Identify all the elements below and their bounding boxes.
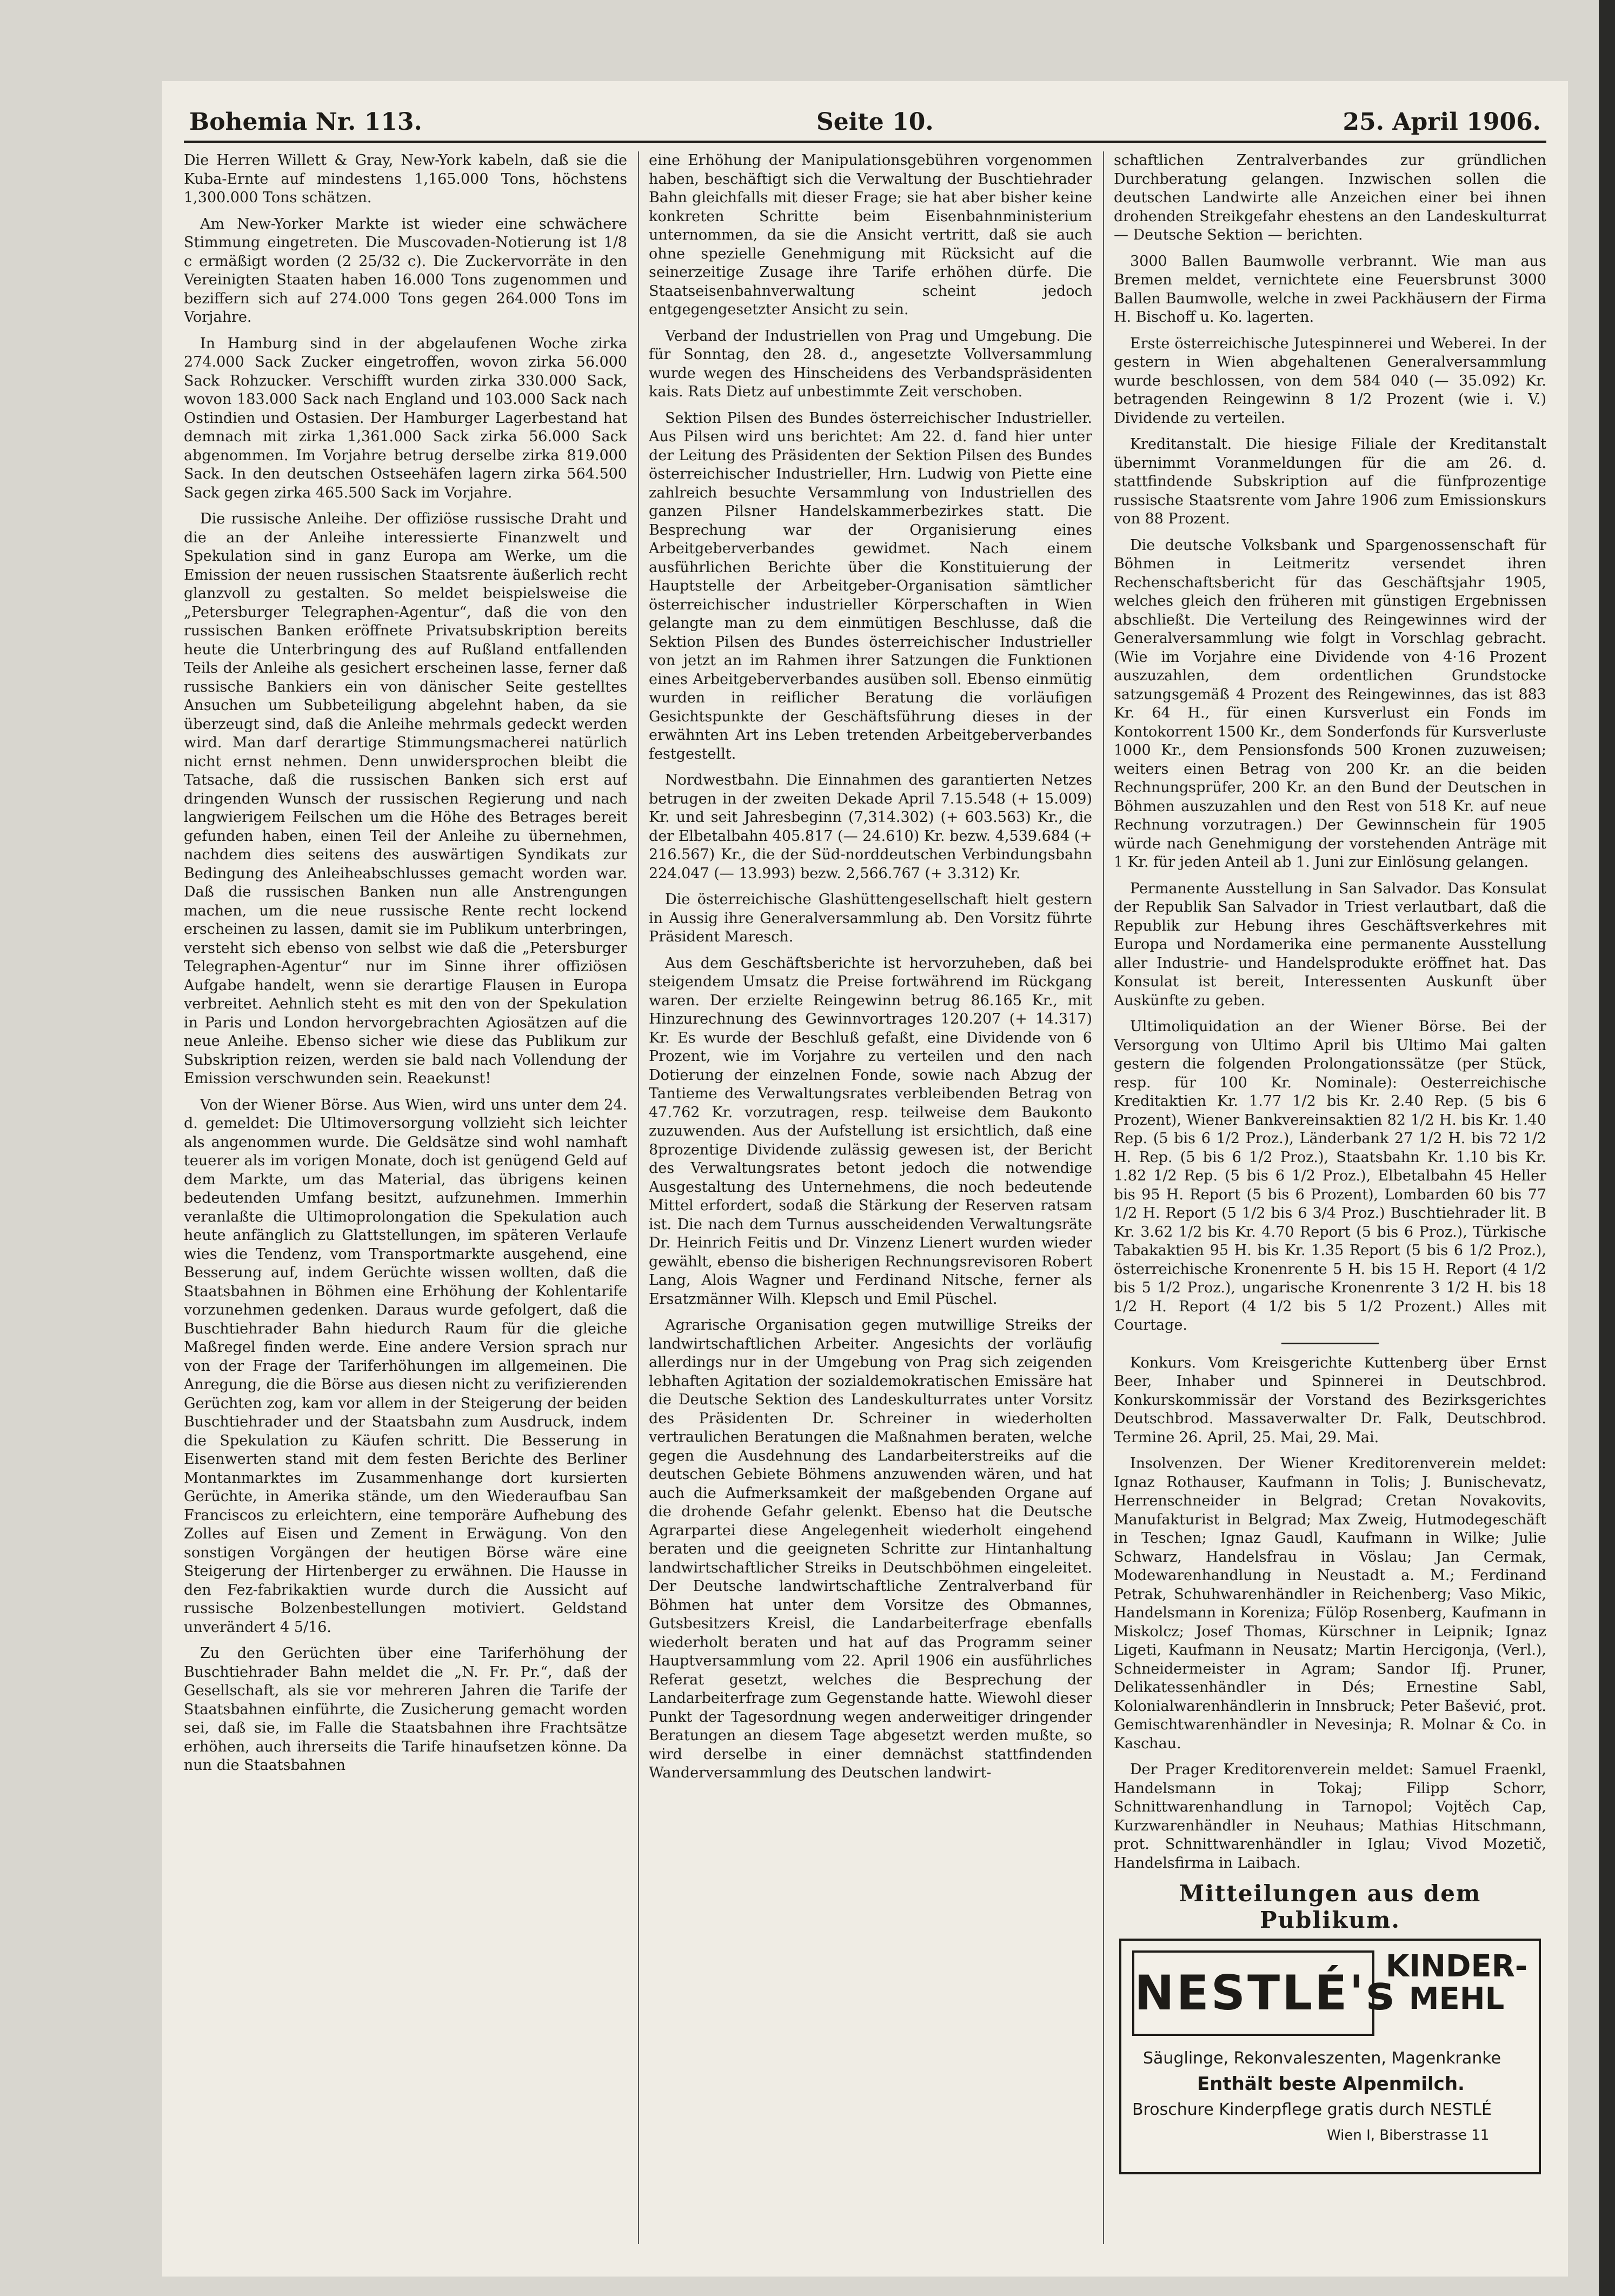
article-paragraph: schaftlichen Zentralverbandes zur gründlichen Durchberatung gelangen. Inzwischen sollen die deutschen Landwirte alle Anzeichen einer bei ihnen drohenden Streikgefahr ehestens an den Landeskulturrat — Deutsche Sektion — berichten. [1114, 152, 1546, 243]
article-paragraph: Agrarische Organisation gegen mutwillige Streiks der landwirtschaftlichen Arbeiter. Angesichts der vorläufig allerdings nur in der Umgebung von Prag sich zeigenden lebhaften Agitation der sozialdemokratischen Emissäre hat die Deutsche Sektion des Landeskulturrates unter Vorsitz des Präsidenten Dr. Schreiner in wiederholten vertraulichen Beratungen die Maßnahmen beraten, welche gegen die Ausdehnung des Landarbeiterstreiks auf die deutschen Gebiete Böhmens anzuwenden wären, und hat auch die Aufmerksamkeit der maßgebenden Organe auf die drohende Gefahr gelenkt. Ebenso hat die Deutsche Agrarpartei diese Angelegenheit wiederholt eingehend beraten und die geeigneten Schritte zur Hintanhaltung landwirtschaftlicher Streiks in Deutschböhmen eingeleitet. Der Deutsche landwirtschaftliche Zentralverband für Böhmen hat unter dem Vorsitze des Obmannes, Gutsbesitzers Kreisl, die Landarbeiterfrage ebenfalls wiederholt beraten und hat auf das Programm seiner Hauptversammlung vom 22. April 1906 ein ausführliches Referat gesetzt, welches die Besprechung der Landarbeiterfrage zum Gegenstande hatte. Wiewohl dieser Punkt der Tagesordnung wegen anderweitiger dringender Beratungen an diesem Tage abgesetzt werden mußte, so wird derselbe in einer demnächst stattfindenden Wanderversammlung des Deutschen landwirt- [649, 1317, 1092, 1781]
ad-brand: NESTLÉ's [1132, 1950, 1374, 2036]
column-2 [649, 151, 1092, 2249]
article-paragraph: Von der Wiener Börse. Aus Wien, wird uns unter dem 24. d. gemeldet: Die Ultimoversorgung vollzieht sich leichter als angenommen wurde. Die Geldsätze sind wohl namhaft teuerer als im vorigen Monate, doch ist genügend Geld auf dem Markte, um das Material, das übrigens keinen bedeutenden Umfang besitzt, aufzunehmen. Immerhin veranlaßte die Ultimoprolongation die Spekulation auch heute anfänglich zu Glattstellungen, im späteren Verlaufe wies die Tendenz, vom Transportmarkte ausgehend, eine Besserung auf, indem Gerüchte wissen wollten, daß die Staatsbahnen in Böhmen eine Erhöhung der Kohlentarife vorzunehmen gedenken. Daraus wurde gefolgert, daß die Buschtiehrader Bahn hiedurch Raum für die gleiche Maßregel finden werde. Eine andere Version sprach nur von der Frage der Tariferhöhungen im allgemeinen. Die Anregung, die die Börse aus diesen nicht zu verifizierenden Gerüchten zog, kam vor allem in der Steigerung der beiden Buschtiehrader und der Staatsbahn zum Ausdruck, indem die Spekulation zu Käufen schritt. Die Besserung in Eisenwerten stand mit dem festen Berichte des Berliner Montanmarktes im Zusammenhange dort kursierten Gerüchte, in Amerika stände, um den Wiederaufbau San Franciscos zu erleichtern, eine temporäre Aufhebung des Zolles auf Eisen und Zement in Erwägung. Von den sonstigen Vorgängen der heutigen Börse wäre eine Steigerung der Hirtenberger zu erwähnen. Die Hausse in den Fez-fabrikaktien wurde durch die Aussicht auf russische Bolzenbestellungen motiviert. Geldstand unverändert 4 5/16. [184, 1096, 627, 1636]
ad-line: Säuglinge, Rekonvaleszenten, Magenkranke [1143, 2049, 1501, 2068]
article-paragraph: Der Prager Kreditorenverein meldet: Samuel Fraenkl, Handelsmann in Tokaj; Filipp Schorr, Schnittwarenhandlung in Tarnopol; Vojtěch Cap, Kurzwarenhändler in Neuhaus; Mathias Hitschmann, prot. Schnittwarenhändler in Iglau; Vivod Mozetič, Handelsfirma in Laibach. [1114, 1761, 1546, 1872]
column-3 [1114, 151, 1546, 2249]
article-paragraph: Insolvenzen. Der Wiener Kreditorenverein meldet: Ignaz Rothauser, Kaufmann in Tolis; J. Bunischevatz, Herrenschneider in Belgrad; Cretan Novakovits, Manufakturist in Belgrad; Max Zweig, Hutmodegeschäft in Teschen; Ignaz Gaudl, Kaufmann in Wilke; Julie Schwarz, Handelsfrau in Vöslau; Jan Cermak, Modewarenhandlung in Neustadt a. M.; Ferdinand Petrak, Schuhwarenhändler in Reichenberg; Vaso Mikic, Handelsmann in Koreniza; Fülöp Rosenberg, Kaufmann in Miskolcz; Josef Thomas, Kürschner in Leipnik; Ignaz Ligeti, Kaufmann in Neusatz; Martin Hercigonja, (Verl.), Schneidermeister in Agram; Sandor Ifj. Pruner, Delikatessenhändler in Dés; Ernestine Sabl, Kolonialwarenhändlerin in Innsbruck; Peter Bašević, prot. Gemischtwarenhändler in Nevesinja; R. Molnar & Co. in Kaschau. [1114, 1455, 1546, 1752]
public-notices-heading: Mitteilungen aus dem Publikum. [1179, 1880, 1481, 1933]
newspaper-page [162, 81, 1568, 2277]
article-paragraph: Die Herren Willett & Gray, New-York kabeln, daß sie die Kuba-Ernte auf mindestens 1,165.000 Tons, höchstens 1,300.000 Tons schätzen. [184, 152, 627, 206]
ad-address: Wien I, Biberstrasse 11 [1327, 2127, 1490, 2144]
article-paragraph: Verband der Industriellen von Prag und Umgebung. Die für Sonntag, den 28. d., angesetzte Vollversammlung wurde wegen des Hinscheidens des Verbandspräsidenten kais. Rats Dietz auf unbestimmte Zeit verschoben. [649, 327, 1092, 400]
ad-product: KINDER-MEHL [1385, 1949, 1528, 2016]
header-rule [184, 141, 1546, 143]
column-1 [184, 151, 627, 2249]
article-paragraph: Ultimoliquidation an der Wiener Börse. Bei der Versorgung von Ultimo April bis Ultimo Mai galten gestern die folgenden Prolongationssätze (per Stück, resp. für 100 Kr. Nominale): Oesterreichische Kreditaktien Kr. 1.77 1/2 bis Kr. 2.40 Rep. (5 bis 6 Prozent), Wiener Bankvereinsaktien 82 1/2 H. bis Kr. 1.40 Rep. (5 bis 6 1/2 Proz.), Länderbank 27 1/2 H. bis 72 1/2 H. Rep. (5 bis 6 1/2 Proz.), Staatsbahn Kr. 1.10 bis Kr. 1.82 1/2 Rep. (5 bis 6 1/2 Proz.), Elbetalbahn 45 Heller bis 95 H. Report (5 bis 6 Prozent), Lombarden 60 bis 77 1/2 H. Report (5 1/2 bis 6 3/4 Proz.) Buschtiehrader lit. B Kr. 3.62 1/2 bis Kr. 4.70 Report (5 bis 6 Proz.), Türkische Tabakaktien 95 H. bis Kr. 1.35 Report (5 bis 6 1/2 Proz.), österreichische Kronenrente 5 H. bis 15 H. Report (4 1/2 bis 5 1/2 Proz.), ungarische Kronenrente 3 1/2 H. bis 18 1/2 H. Report (4 1/2 bis 5 1/2 Prozent.) Alles mit Courtage. [1114, 1018, 1546, 1333]
article-paragraph: eine Erhöhung der Manipulationsgebühren vorgenommen haben, beschäftigt sich die Verwaltung der Buschtiehrader Bahn gleichfalls mit dieser Frage; sie hat aber bisher keine konkreten Schritte beim Eisenbahnministerium unternommen, da sie die Ansicht vertritt, daß sie auch ohne spezielle Genehmigung mit Rücksicht auf die seinerzeitige Zusage ihre Tarife erhöhen dürfe. Die Staatseisenbahnverwaltung scheint jedoch entgegengesetzter Ansicht zu sein. [649, 152, 1092, 318]
scan-edge [1599, 0, 1615, 2296]
header-date: 25. April 1906. [1342, 108, 1541, 136]
article-paragraph: Kreditanstalt. Die hiesige Filiale der Kreditanstalt übernimmt Voranmeldungen für die am 26. d. stattfindende Subskription auf die fünfprozentige russische Staatsrente vom Jahre 1906 zum Emissionskurs von 88 Prozent. [1114, 436, 1546, 527]
article-paragraph: Aus dem Geschäftsberichte ist hervorzuheben, daß bei steigendem Umsatz die Preise fortwährend im Rückgang waren. Der erzielte Reingewinn betrug 86.165 Kr., mit Hinzurechnung des Gewinnvortrages 120.207 (+ 14.317) Kr. Es wurde der Beschluß gefaßt, eine Dividende von 6 Prozent, wie im Vorjahre zu verteilen und den nach Dotierung der einzelnen Fonde, sowie nach Abzug der Tantieme des Verwaltungsrates verbleibenden Betrag von 47.762 Kr. vorzutragen, resp. teilweise dem Baukonto zuzuwenden. Aus der Aufstellung ist ersichtlich, daß eine 8prozentige Dividende zulässig gewesen ist, der Bericht des Verwaltungsrates betont jedoch die notwendige Ausgestaltung des Unternehmens, die noch bedeutende Mittel erfordert, sodaß die Stärkung der Reserven ratsam ist. Die nach dem Turnus ausscheidenden Verwaltungsräte Dr. Heinrich Feitis und Dr. Vinzenz Lienert wurden wieder gewählt, ebenso die bisherigen Rechnungsrevisoren Robert Lang, Alois Wagner und Ferdinand Nitsche, ferner als Ersatzmänner Wilh. Klepsch und Emil Püschel. [649, 954, 1092, 1308]
page-header [184, 97, 1546, 141]
article-paragraph: Erste österreichische Jutespinnerei und Weberei. In der gestern in Wien abgehaltenen Generalversammlung wurde beschlossen, von dem 584 040 (— 35.092) Kr. betragenden Reingewinn 8 1/2 Prozent (wie i. V.) Dividende zu verteilen. [1114, 335, 1546, 427]
section-divider [1281, 1343, 1379, 1344]
header-page-number: Seite 10. [816, 108, 934, 136]
article-paragraph: Die deutsche Volksbank und Spargenossenschaft für Böhmen in Leitmeritz versendet ihren Rechenschaftsbericht für das Geschäftsjahr 1905, welches gleich den früheren mit günstigen Ergebnissen abschließt. Die Verteilung des Reingewinnes wird der Generalversammlung wie folgt in Vorschlag gebracht. (Wie im Vorjahre eine Dividende von 4·16 Prozent auszuzahlen, dem ordentlichen Grundstocke satzungsgemäß 4 Prozent des Reingewinnes, das ist 883 Kr. 64 H., für einen Kursverlust ein Fonds im Kontokorrent 1500 Kr., dem Sonderfonds für Kursverluste 1000 Kr., dem Pensionsfonds 500 Kronen zuzuweisen; weiters einen Betrag von 200 Kr. an die beiden Rechnungsprüfer, 200 Kr. an den Bund der Deutschen in Böhmen auszuzahlen und den Rest von 518 Kr. auf neue Rechnung vorzutragen.) Der Gewinnschein für 1905 würde nach Genehmigung der vorstehenden Anträge mit 1 Kr. für jeden Anteil ab 1. Juni zur Einlösung gelangen. [1114, 536, 1546, 871]
article-paragraph: 3000 Ballen Baumwolle verbrannt. Wie man aus Bremen meldet, vernichtete eine Feuersbrunst 3000 Ballen Baumwolle, welche in zwei Packhäusern der Firma H. Bischoff u. Ko. lagerten. [1114, 253, 1546, 326]
nestle-advertisement [1119, 1939, 1541, 2174]
article-paragraph: Die österreichische Glashüttengesellschaft hielt gestern in Aussig ihre Generalversammlung ab. Den Vorsitz führte Präsident Maresch. [649, 891, 1092, 945]
article-paragraph: Konkurs. Vom Kreisgerichte Kuttenberg über Ernst Beer, Inhaber und Spinnerei in Deutschbrod. Konkurskommissär der Vorstand des Bezirksgerichtes Deutschbrod. Massaverwalter Dr. Falk, Deutschbrod. Termine 26. April, 25. Mai, 29. Mai. [1114, 1354, 1546, 1446]
ad-line: Enthält beste Alpenmilch. [1197, 2073, 1465, 2095]
article-paragraph: Sektion Pilsen des Bundes österreichischer Industrieller. Aus Pilsen wird uns berichtet: Am 22. d. fand hier unter der Leitung des Präsidenten der Sektion Pilsen des Bundes österreichischer Industrieller, Hrn. Ludwig von Piette eine zahlreich besuchte Versammlung von Industriellen des ganzen Pilsner Handelskammerbezirkes statt. Die Besprechung war der Organisierung eines Arbeitgeberverbandes gewidmet. Nach einem ausführlichen Berichte über die Konstituierung der Hauptstelle der Arbeitgeber-Organisation sämtlicher österreichischer industrieller Körperschaften in Wien gelangte man zu dem einmütigen Beschlusse, daß die Sektion Pilsen des Bundes österreichischer Industrieller von jetzt an im Rahmen ihrer Satzungen die Funktionen eines Arbeitgeberverbandes ausüben soll. Ebenso einmütig wurden in reiflicher Beratung die vorläufigen Gesichtspunkte der Geschäftsführung dieses in der erwähnten Art ins Leben tretenden Arbeitgeberverbandes festgestellt. [649, 409, 1092, 762]
article-paragraph: Permanente Ausstellung in San Salvador. Das Konsulat der Republik San Salvador in Triest verlautbart, daß die Republik zur Hebung ihres Geschäftsverkehres mit Europa und Nordamerika eine permanente Ausstellung aller Industrie- und Handelsprodukte eröffnet hat. Das Konsulat ist bereit, Interessenten Auskunft über Auskünfte zu geben. [1114, 880, 1546, 1009]
article-paragraph: Die russische Anleihe. Der offiziöse russische Draht und die an der Anleihe interessierte Finanzwelt und Spekulation sind in ganz Europa am Werke, um die Emission der neuen russischen Staatsrente äußerlich recht glanzvoll zu gestalten. So meldet beispielsweise die „Petersburger Telegraphen-Agentur“, daß die von den russischen Banken eröffnete Privatsubskription bereits heute die Unterbringung des auf Rußland entfallenden Teils der Anleihe als gesichert erscheinen lasse, ferner daß russische Bankiers ein von dänischer Seite gestelltes Ansuchen um Subbeteiligung abgelehnt haben, da sie überzeugt sind, daß die Anleihe mehrmals gedeckt werden wird. Man darf derartige Stimmungsmacherei natürlich nicht ernst nehmen. Denn unwidersprochen bleibt die Tatsache, daß die russischen Banken sich erst auf dringenden Wunsch der russischen Regierung und nach langwierigem Feilschen um die Höhe des Betrages bereit gefunden haben, einen Teil der Anleihe zu übernehmen, nachdem dies seitens des auswärtigen Syndikats zur Bedingung des Anleiheabschlusses gemacht worden war. Daß die russischen Banken nun alle Anstrengungen machen, um die neue russische Rente recht lockend erscheinen zu lassen, damit sie im Publikum unterbringen, versteht sich ebenso von selbst wie daß die „Petersburger Telegraphen-Agentur“ nur im Sinne ihrer offiziösen Aufgabe handelt, wenn sie derartige Flausen in Europa verbreitet. Aehnlich steht es mit den von der Spekulation in Paris und London hervorgebrachten Agiosätzen auf die neue Anleihe. Ebenso sicher wie diese das Publikum zur Subskription reizen, werden sie bald nach Vollendung der Emission verschwunden sein. Reaekunst! [184, 510, 627, 1087]
ad-line: Broschure Kinderpflege gratis durch NESTLÉ [1132, 2100, 1492, 2119]
article-paragraph: Nordwestbahn. Die Einnahmen des garantierten Netzes betrugen in der zweiten Dekade April 7.15.548 (+ 15.009) Kr. und seit Jahresbeginn (7,314.302) (+ 603.563) Kr., die der Elbetalbahn 405.817 (— 24.610) Kr. bezw. 4,539.684 (+ 216.567) Kr., die der Süd-norddeutschen Verbindungsbahn 224.047 (— 13.993) bezw. 2,566.767 (+ 3.312) Kr. [649, 772, 1092, 882]
header-issue: Bohemia Nr. 113. [189, 108, 422, 136]
column-divider [638, 151, 639, 2244]
article-paragraph: Zu den Gerüchten über eine Tariferhöhung der Buschtiehrader Bahn meldet die „N. Fr. Pr.“, daß der Gesellschaft, als sie vor mehreren Jahren die Tarife der Staatsbahnen einführte, die Zusicherung gemacht worden sei, daß sie, im Falle die Staatsbahnen ihre Frachtsätze erhöhen, auch ihrerseits die Tarife hinaufsetzen könne. Da nun die Staatsbahnen [184, 1645, 627, 1774]
article-paragraph: In Hamburg sind in der abgelaufenen Woche zirka 274.000 Sack Zucker eingetroffen, wovon zirka 56.000 Sack Rohzucker. Verschifft wurden zirka 330.000 Sack, wovon 183.000 Sack nach England und 103.000 Sack nach Ostindien und Ostasien. Der Hamburger Lagerbestand hat demnach mit zirka 1,361.000 Sack zirka 56.000 Sack abgenommen. Im Vorjahre betrug derselbe zirka 819.000 Sack. In den deutschen Ostseehäfen lagern zirka 564.500 Sack gegen zirka 465.500 Sack im Vorjahre. [184, 335, 627, 501]
column-divider [1103, 151, 1104, 2244]
article-paragraph: Am New-Yorker Markte ist wieder eine schwächere Stimmung eingetreten. Die Muscovaden-Notierung ist 1/8 c ermäßigt worden (2 25/32 c). Die Zuckervorräte in den Vereinigten Staaten haben 16.000 Tons zugenommen und beziffern sich auf 274.000 Tons gegen 264.000 Tons im Vorjahre. [184, 215, 627, 326]
